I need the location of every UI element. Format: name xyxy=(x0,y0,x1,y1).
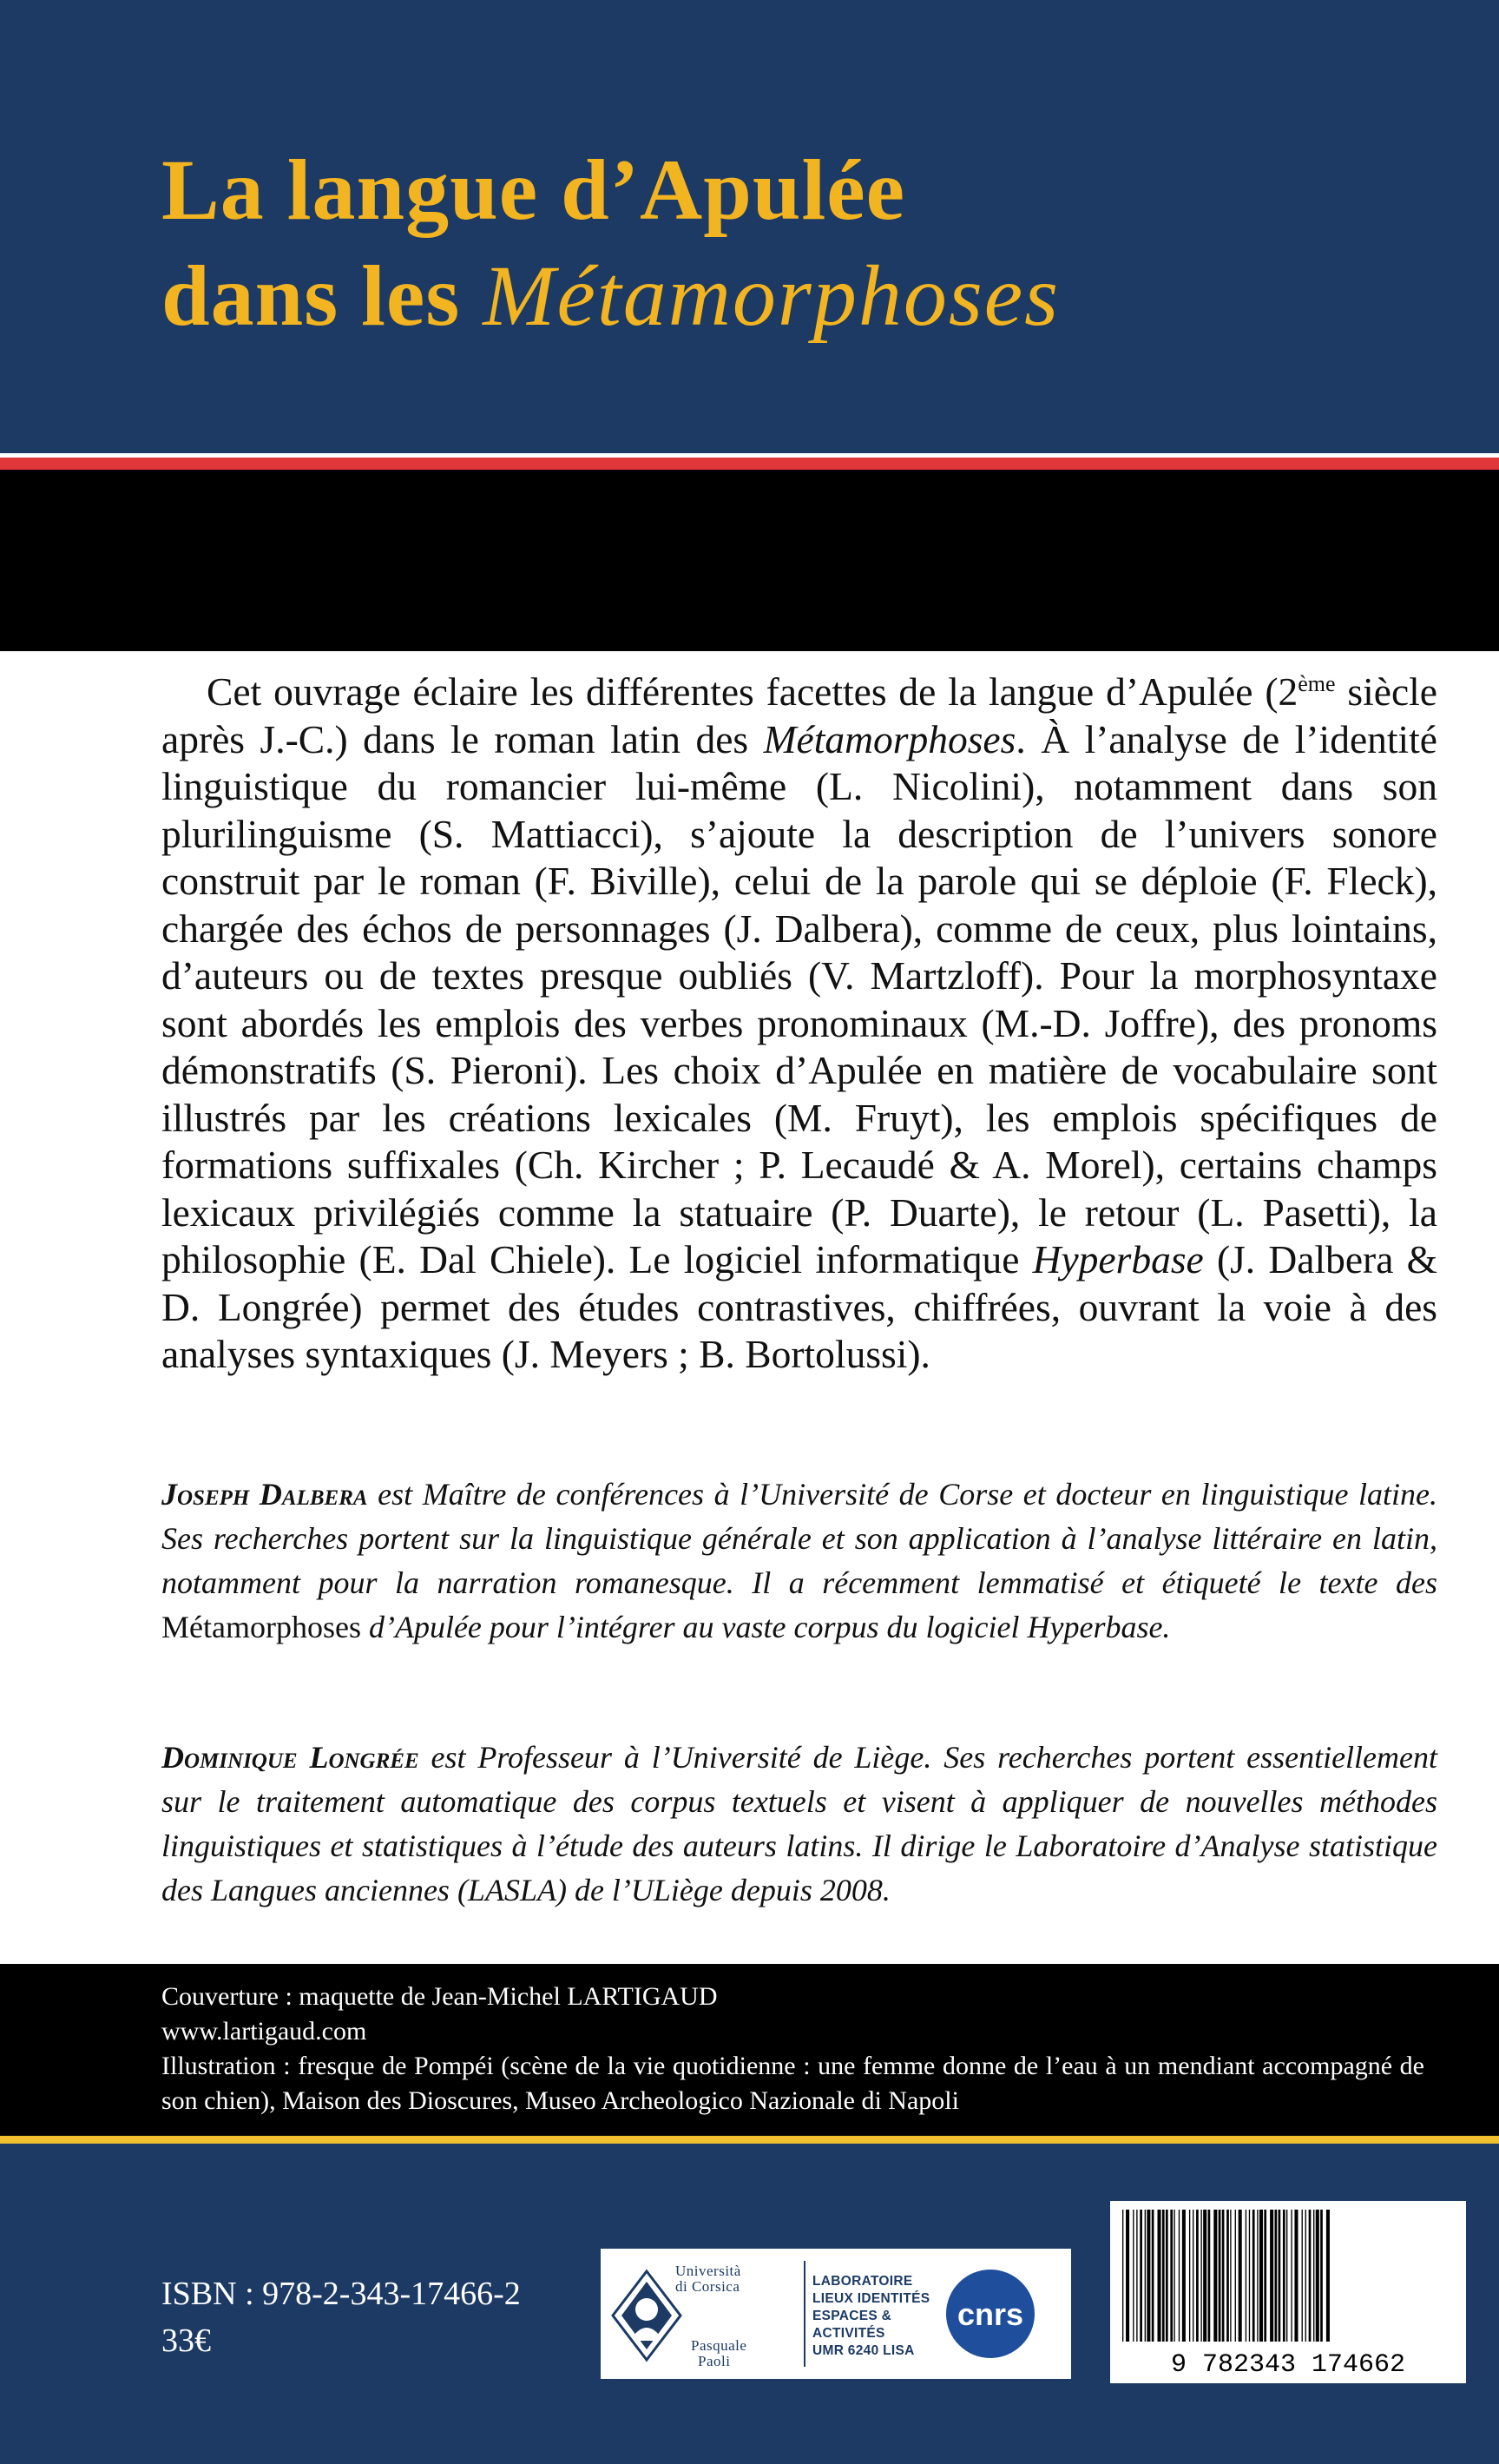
barcode-bar xyxy=(1259,2210,1263,2342)
summary-text-2: siècle après J.-C.) dans le roman latin des xyxy=(161,669,1438,761)
logo-text: LABORATOIRE xyxy=(812,2274,913,2289)
barcode-bar xyxy=(1294,2210,1298,2342)
credit-illustration: Illustration : fresque de Pompéi (scène de la vie quotidienne : une femme donne de l’eau à un mendiant accompagné de son chien), Maison des Dioscures, Museo Archeologico Nazionale di Napoli xyxy=(161,2052,1424,2115)
summary-text-4: (J. Dalbera & D. Longrée) permet des études contrastives, chiffrées, ouvrant la voie à des analyses syntaxiques (J. Meyers ; B. Bortolussi). xyxy=(161,1237,1437,1376)
barcode-bar xyxy=(1316,2210,1319,2342)
cnrs-logo-text: cnrs xyxy=(957,2296,1024,2332)
universita-corsica-logo xyxy=(608,2254,797,2374)
book-summary xyxy=(161,669,1437,1379)
logo-text: di Corsica xyxy=(675,2278,740,2295)
summary-italic-software: Hyperbase xyxy=(1032,1237,1204,1281)
barcode-bar xyxy=(1222,2210,1225,2342)
cnrs-logo xyxy=(944,2268,1036,2360)
title-line-2-italic: Métamorphoses xyxy=(483,247,1061,344)
summary-text-3: . À l’analyse de l’identité linguistique du romancier lui-même (L. Nicolini), notamment dans son plurilinguisme (S. Mattiacci), s’ajoute la description de l’univers sonore construit par le roman (F. Biville), celui de la parole qui se déploie (F. Fleck), chargée des échos de personnages (J. Dalbera), comme de ceux, plus lointains, d’auteurs ou de textes presque oubliés (V. Martzloff). Pour la morphosyntaxe sont abordés les emplois des verbes pronominaux (M.-D. Joffre), des pronoms démonstratifs (S. Pieroni). Les choix d’Apulée en matière de vocabulaire sont illustrés par les créations lexicales (M. Fruyt), les emplois spécifiques de formations suffixales (Ch. Kircher ; P. Lecaudé & A. Morel), certains champs lexicaux privilégiés comme la statuaire (P. Duarte), le retour (L. Pasetti), la philosophie (E. Dal Chiele). Le logiciel informatique xyxy=(161,716,1438,1281)
barcode-bar xyxy=(1166,2210,1168,2342)
bio-text: est Maître de conférences à l’Université de Corse et docteur en linguistique latine. Ses recherches portent sur la linguistique générale et son application à l’analyse littéraire en latin, notamment pour la narration romanesque. Il a récemment lemmatisé et étiqueté le texte des xyxy=(161,1477,1437,1600)
paoli-emblem-icon xyxy=(609,2266,684,2365)
barcode-bar xyxy=(1126,2210,1129,2342)
summary-italic-title: Métamorphoses xyxy=(763,716,1016,761)
logo-text: Pasquale xyxy=(691,2337,747,2354)
summary-superscript: ème xyxy=(1298,670,1336,696)
yellow-divider xyxy=(0,2136,1499,2144)
barcode-bar xyxy=(1200,2210,1201,2342)
barcode-bar xyxy=(1182,2210,1186,2342)
barcode-bar xyxy=(1133,2210,1134,2342)
bio-text: est Professeur à l’Université de Liège. Ses recherches portent essentiellement sur le traitement automatique des corpus textuels et visent à appliquer de nouvelles méthodes linguistiques et statistiques à l’étude des auteurs latins. Il dirige le Laboratoire d’Analyse statistique des Langues anciennes (LASLA) de l’ULiège depuis 2008. xyxy=(161,1740,1438,1907)
logo-text: Paoli xyxy=(698,2353,731,2369)
barcode-bar xyxy=(1230,2210,1231,2342)
barcode-bar xyxy=(1291,2210,1292,2342)
barcode-bar xyxy=(1147,2210,1150,2342)
title-line-2-prefix: dans les xyxy=(161,247,483,344)
author-last-name: Dalbera xyxy=(259,1477,368,1512)
author-bio-longree xyxy=(161,1736,1437,1913)
barcode-bar xyxy=(1305,2210,1306,2342)
barcode xyxy=(1110,2201,1466,2383)
barcode-bar xyxy=(1208,2210,1211,2342)
logo-text: LIEUX IDENTITÉS xyxy=(812,2291,930,2306)
title-line-1: La langue d’Apulée xyxy=(161,142,906,238)
barcode-bar xyxy=(1286,2210,1287,2342)
barcode-bar xyxy=(1275,2210,1278,2342)
barcode-graphic xyxy=(1110,2201,1466,2383)
isbn-text: ISBN : 978-2-343-17466-2 xyxy=(161,2276,521,2312)
barcode-bar xyxy=(1152,2210,1154,2342)
author-bio-dalbera xyxy=(161,1472,1437,1650)
barcode-bar xyxy=(1226,2210,1229,2342)
barcode-bar xyxy=(1203,2210,1206,2342)
barcode-bar xyxy=(1320,2210,1323,2342)
barcode-bar xyxy=(1257,2210,1258,2342)
credit-cover-design: Couverture : maquette de Jean-Michel LARTIGAUD xyxy=(161,1982,718,2011)
barcode-bar xyxy=(1219,2210,1221,2342)
barcode-bar xyxy=(1162,2210,1165,2342)
barcode-bar xyxy=(1283,2210,1285,2342)
barcode-number: 9 782343 174662 xyxy=(1170,2350,1406,2380)
barcode-bar xyxy=(1122,2210,1123,2342)
book-title xyxy=(161,137,1060,349)
author-first-name: Dominique xyxy=(161,1740,310,1775)
barcode-bar xyxy=(1252,2210,1255,2342)
credit-website: www.lartigaud.com xyxy=(161,2017,367,2046)
bio-title: Métamorphoses xyxy=(161,1610,361,1644)
barcode-bar xyxy=(1279,2210,1281,2342)
barcode-bar xyxy=(1249,2210,1250,2342)
black-band xyxy=(0,470,1499,651)
barcode-bar xyxy=(1136,2210,1137,2342)
author-first-name: Joseph xyxy=(161,1477,260,1512)
barcode-bar xyxy=(1196,2210,1199,2342)
cover-credits xyxy=(161,1980,1424,2118)
barcode-bar xyxy=(1270,2210,1273,2342)
publisher-logos xyxy=(601,2249,1071,2379)
barcode-bar xyxy=(1213,2210,1217,2342)
barcode-bar xyxy=(1145,2210,1146,2342)
price-text: 33€ xyxy=(161,2322,211,2359)
barcode-bar xyxy=(1140,2210,1142,2342)
barcode-bar xyxy=(1239,2210,1242,2342)
logo-divider xyxy=(804,2261,805,2367)
barcode-bar xyxy=(1189,2210,1190,2342)
logo-text: UMR 6240 LISA xyxy=(812,2343,915,2358)
summary-text-1: Cet ouvrage éclaire les différentes facettes de la langue d’Apulée (2 xyxy=(207,669,1298,714)
barcode-bar xyxy=(1302,2210,1303,2342)
author-last-name: Longrée xyxy=(309,1740,419,1775)
barcode-bar xyxy=(1170,2210,1173,2342)
barcode-bars xyxy=(1122,2210,1330,2342)
barcode-bar xyxy=(1235,2210,1236,2342)
header-band xyxy=(0,0,1499,453)
barcode-bar xyxy=(1309,2210,1312,2342)
red-divider xyxy=(0,458,1499,470)
barcode-bar xyxy=(1313,2210,1314,2342)
logo-text: ESPACES & ACTIVITÉS xyxy=(812,2309,892,2341)
bio-text-end: d’Apulée pour l’intégrer au vaste corpus du logiciel Hyperbase. xyxy=(360,1610,1171,1644)
lisa-lab-logo xyxy=(812,2273,934,2360)
logo-text: Università xyxy=(675,2263,741,2279)
barcode-bar xyxy=(1264,2210,1266,2342)
barcode-bar xyxy=(1158,2210,1161,2342)
barcode-bar xyxy=(1326,2210,1330,2342)
barcode-bar xyxy=(1179,2210,1180,2342)
